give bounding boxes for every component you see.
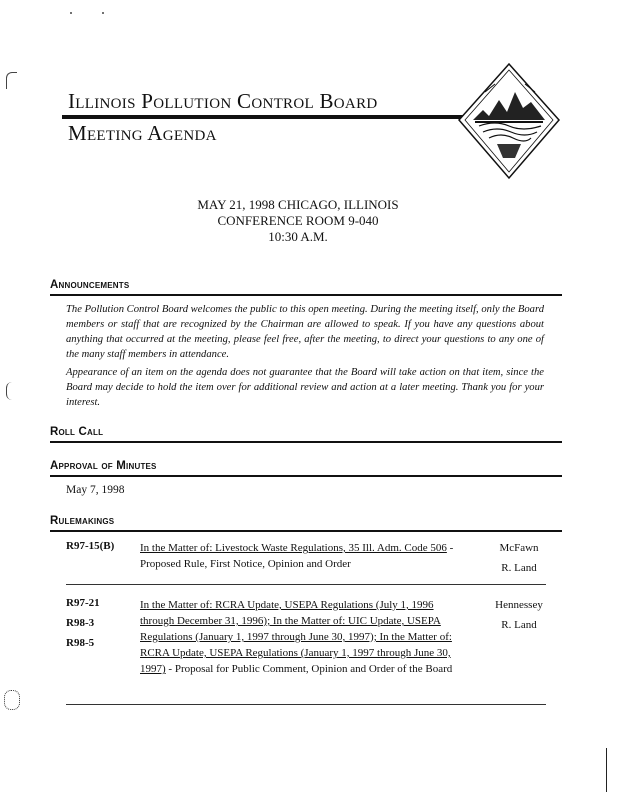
item-divider [66,584,546,585]
organization-title: Illinois Pollution Control Board [68,89,378,113]
scan-speck [70,12,72,14]
board-member: McFawn [499,542,539,554]
meeting-date-location: MAY 21, 1998 CHICAGO, ILLINOIS [197,197,399,212]
scan-mark [4,690,20,710]
docket-number: R98-3 [66,617,95,629]
roll-call-heading: Roll Call [50,426,104,438]
docket-number: R97-21 [66,597,100,609]
board-member: R. Land [501,562,537,574]
minutes-date: May 7, 1998 [66,484,125,496]
section-rule [50,475,562,477]
rulemaking-matter: In the Matter of: RCRA Update, USEPA Regulations (July 1, 1996 through December 31, 1996); In the Matter of: UIC Update, USEPA Regulations (January 1, 1997 through June 30, 1997); In the Matter of: RCRA Update, USEPA Regulations (January 1, 1997 through June 30, 1997) [140,599,452,675]
announcements-heading: Announcements [50,279,130,291]
item-divider [66,704,546,705]
announcements-paragraph-1: The Pollution Control Board welcomes the public to this open meeting. During the meeting itself, only the Board members or staff that are recognized by the Chairman are allowed to speak. If you have any questions about anything that occurred at the meeting, please feel free, after the meeting, to direct your questions to any one of the many staff members in attendance. [66,304,544,360]
meeting-info [140,197,456,245]
approval-of-minutes-heading: Approval of Minutes [50,460,157,472]
board-member: R. Land [501,619,537,631]
section-rule [50,294,562,296]
section-rule [50,441,562,443]
header-rule [62,115,482,119]
meeting-room: CONFERENCE ROOM 9-040 [217,213,379,228]
meeting-time: 10:30 A.M. [268,229,328,244]
rulemaking-matter: In the Matter of: Livestock Waste Regulations, 35 Ill. Adm. Code 506 [140,542,447,554]
scan-mark [6,382,13,400]
scan-speck [102,12,104,14]
announcements-paragraph-2: Appearance of an item on the agenda does not guarantee that the Board will take action on that item, since the Board may decide to hold the item over for additional review and action at a later meeting. Thank you for your interest. [66,367,544,408]
scan-mark [6,72,17,89]
rulemaking-item-description [140,540,470,572]
docket-number: R98-5 [66,637,95,649]
page-edge-line [606,748,607,792]
rulemakings-heading: Rulemakings [50,515,115,527]
rulemaking-action: - Proposed Rule, First Notice, Opinion and Order [140,542,454,570]
board-member: Hennessey [495,599,543,611]
board-seal-logo [455,62,563,180]
rulemaking-action: - Proposal for Public Comment, Opinion and Order of the Board [165,663,453,675]
document-title: Meeting Agenda [68,121,217,145]
rulemaking-item-description [140,597,470,677]
section-rule [50,530,562,532]
docket-number: R97-15(B) [66,540,115,552]
